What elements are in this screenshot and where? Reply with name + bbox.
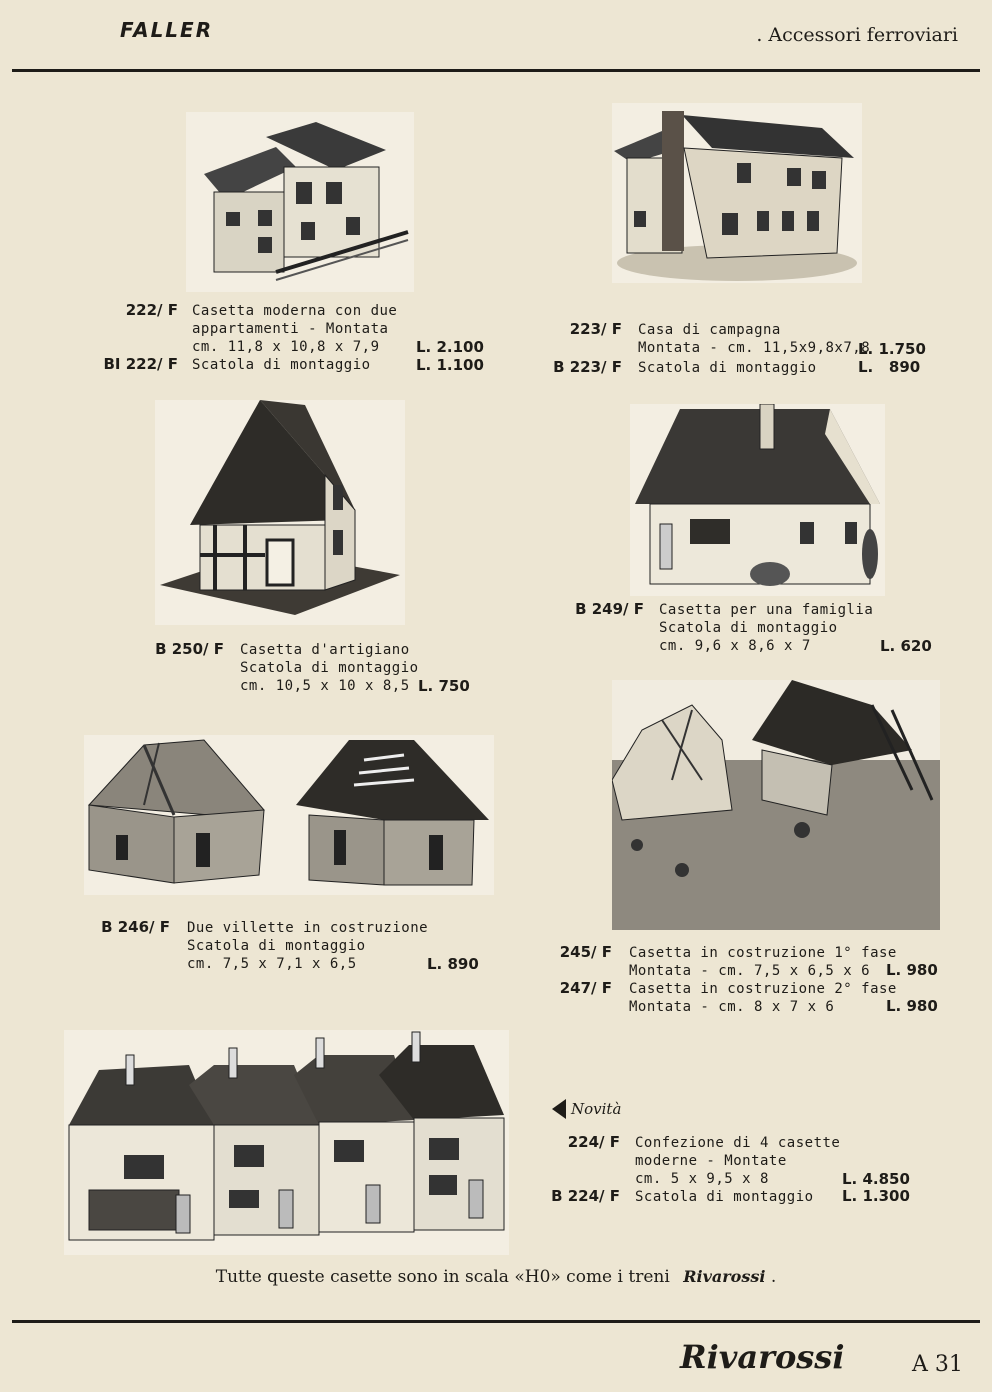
item-description [635,1134,840,1188]
item-description [659,601,873,655]
page-number: A 31 [912,1352,963,1377]
photo-b246f [84,735,494,895]
kit-label: Scatola di montaggio [635,1189,814,1205]
item-description [240,641,419,695]
new-badge: Novità [571,1100,622,1118]
item-price: L. 750 [418,677,470,695]
description-line: cm. 7,5 x 7,1 x 6,5 [187,956,357,972]
item-code: 222/ F [125,301,178,319]
description-line: cm. 5 x 9,5 x 8 [635,1171,769,1187]
item-code: 245/ F [559,943,612,961]
description-line: Scatola di montaggio [659,620,838,636]
brand-logo-inline: Rivarossi [683,1267,766,1286]
description-line: Scatola di montaggio [187,938,366,954]
kit-price: L. 890 [858,358,921,376]
kit-label: Scatola di montaggio [192,357,371,373]
kit-code: B 223/ F [553,358,622,376]
description-line: cm. 10,5 x 10 x 8,5 [240,678,410,694]
item-code: 224/ F [567,1133,620,1151]
photo-223f [612,103,862,283]
scale-note-text: Tutte queste casette sono in scala «H0» come i treni [215,1267,670,1287]
item-description [638,321,870,357]
description-line: Montata - cm. 8 x 7 x 6 [629,999,835,1015]
description-line: cm. 11,8 x 10,8 x 7,9 [192,339,380,355]
photo-224f [64,1030,509,1255]
brand-name: FALLER [120,18,214,42]
item-price: L. 890 [427,955,479,973]
item-code: B 246/ F [101,918,170,936]
item-description [187,919,428,973]
photo-b250f [155,400,405,625]
description-line: appartamenti - Montata [192,321,389,337]
item-price: L. 1.750 [858,340,926,358]
scale-note-end: . [770,1267,777,1287]
description-line: Casetta moderna con due [192,303,398,319]
description-line: Casetta per una famiglia [659,602,874,618]
item-description [629,980,897,1016]
brand-logo: Rivarossi [680,1338,845,1376]
kit-price: L. 1.100 [416,356,484,374]
arrow-left-icon [552,1099,566,1119]
kit-code: BI 222/ F [103,355,178,373]
item-description [192,302,397,356]
scale-note [0,1267,992,1287]
description-line: Montata - cm. 11,5x9,8x7,8 [638,340,871,356]
item-description [629,944,897,980]
bottom-rule [12,1320,980,1323]
description-line: Scatola di montaggio [240,660,419,676]
item-price: L. 980 [886,961,938,979]
item-code: B 249/ F [575,600,644,618]
kit-price: L. 1.300 [842,1187,910,1205]
item-code: B 250/ F [155,640,224,658]
description-line: Casetta in costruzione 1° fase [629,945,897,961]
photo-b249f [630,404,885,596]
item-code: 223/ F [569,320,622,338]
description-line: Casetta in costruzione 2° fase [629,981,897,997]
description-line: Confezione di 4 casette [635,1135,841,1151]
item-price: L. 4.850 [842,1170,910,1188]
item-code: 247/ F [559,979,612,997]
section-title: . Accessori ferroviari [756,24,958,46]
description-line: moderne - Montate [635,1153,787,1169]
photo-245f-247f [612,680,940,930]
item-price: L. 620 [880,637,932,655]
description-line: Montata - cm. 7,5 x 6,5 x 6 [629,963,871,979]
description-line: Due villette in costruzione [187,920,429,936]
description-line: cm. 9,6 x 8,6 x 7 [659,638,811,654]
kit-label: Scatola di montaggio [638,360,817,376]
item-price: L. 2.100 [416,338,484,356]
description-line: Casetta d'artigiano [240,642,410,658]
top-rule [12,69,980,72]
description-line: Casa di campagna [638,322,781,338]
photo-222f [186,112,414,292]
item-price: L. 980 [886,997,938,1015]
kit-code: B 224/ F [551,1187,620,1205]
